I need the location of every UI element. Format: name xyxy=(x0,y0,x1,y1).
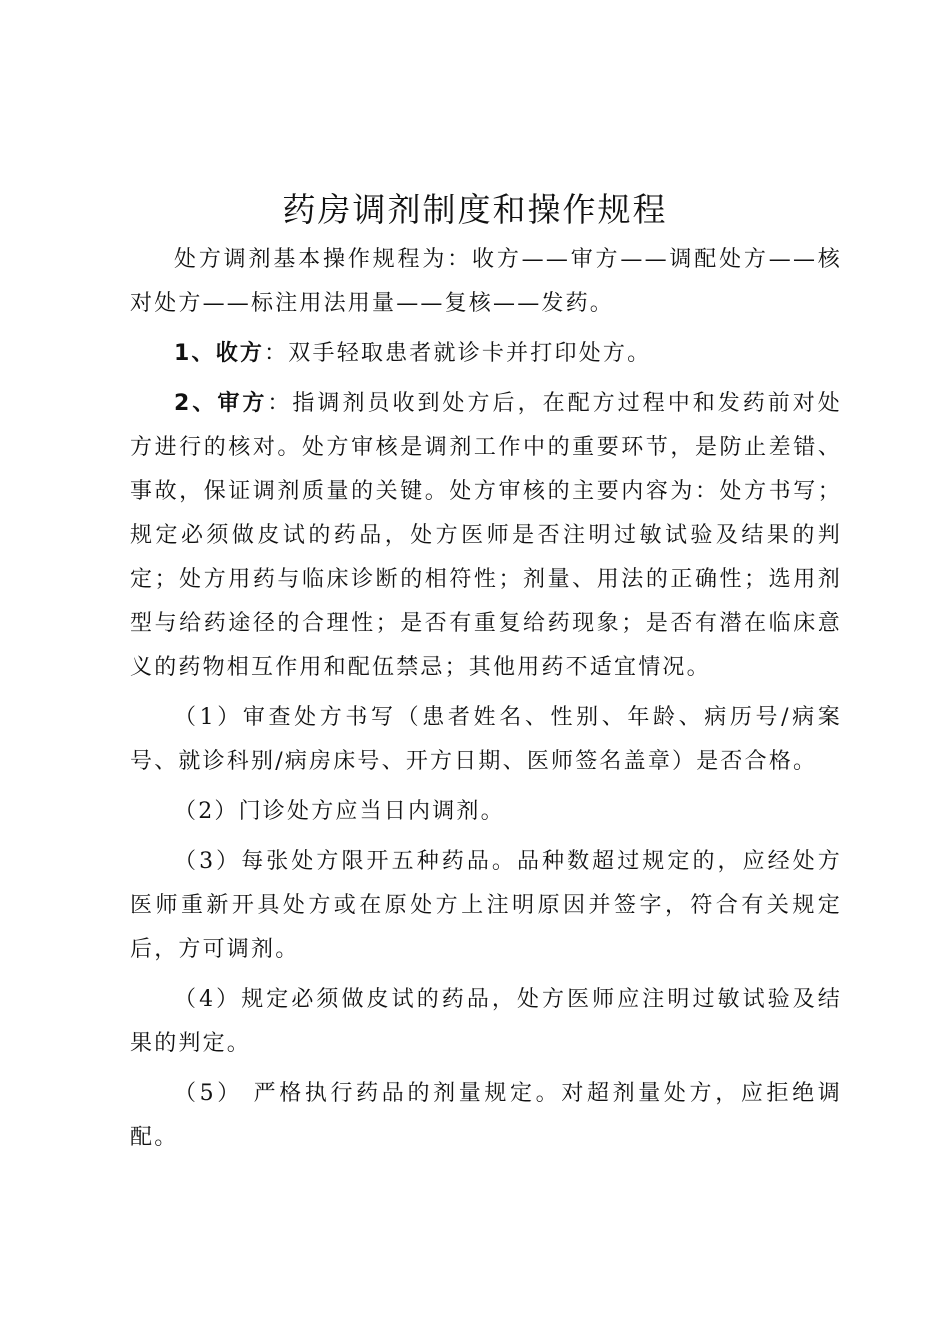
document-title: 药房调剂制度和操作规程 xyxy=(282,190,668,229)
list-item-4: （4）规定必须做皮试的药品，处方医师应注明过敏试验及结果的判定。 xyxy=(130,987,842,1056)
section-1-label: 1、收方 xyxy=(174,341,265,366)
section-2-label: 2、审方 xyxy=(174,391,268,416)
section-1-text: ：双手轻取患者就诊卡并打印处方。 xyxy=(264,341,652,366)
section-2-text: ：指调剂员收到处方后，在配方过程中和发药前对处方进行的核对。处方审核是调剂工作中的重要环节，是防止差错、事故，保证调剂质量的关键。处方审核的主要内容为：处方书写； 规定必须做皮试的药品，处方医师是否注明过敏试验及结果的判定；处方用药与临床诊断的相符性；剂量、用法的正确性；选用剂型与给药途径的合理性；是否有重复给药现象；是否有潜在临床意义的药物相互作用和配伍禁忌；其他用药不适宜情况。 xyxy=(130,391,842,680)
list-item-5: （5） 严格执行药品的剂量规定。对超剂量处方，应拒绝调配。 xyxy=(130,1081,842,1150)
list-item-3: （3）每张处方限开五种药品。品种数超过规定的，应经处方医师重新开具处方或在原处方上注明原因并签字，符合有关规定后，方可调剂。 xyxy=(130,849,842,962)
document-body xyxy=(130,238,842,1166)
intro-paragraph: 处方调剂基本操作规程为：收方——审方——调配处方——核对处方——标注用法用量——复核——发药。 xyxy=(130,247,842,316)
list-item-1: （1）审查处方书写（患者姓名、性别、年龄、病历号/病案号、就诊科别/病房床号、开方日期、医师签名盖章）是否合格。 xyxy=(130,705,842,774)
list-item-2: （2）门诊处方应当日内调剂。 xyxy=(174,799,505,824)
section-1-paragraph xyxy=(130,332,842,376)
section-2-paragraph xyxy=(130,382,842,690)
